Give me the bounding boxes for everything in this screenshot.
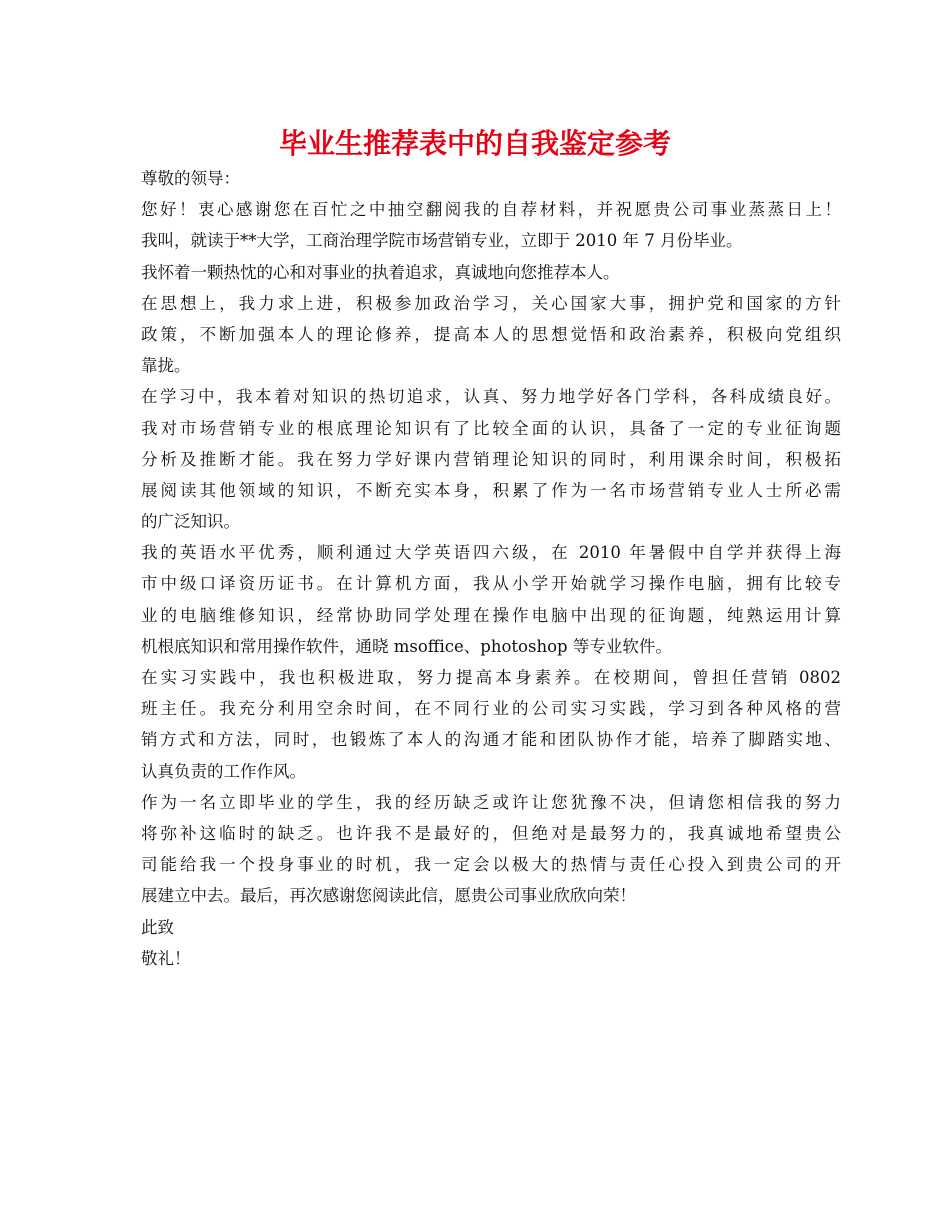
letter-line: 我的英语水平优秀，顺利通过大学英语四六级，在 2010 年暑假中自学并获得上海 — [141, 543, 841, 563]
letter-line: 政策，不断加强本人的理论修养，提高本人的思想觉悟和政治素养，积极向党组织 — [141, 324, 841, 344]
letter-line: 尊敬的领导： — [141, 169, 240, 188]
letter-line: 我怀着一颗热忱的心和对事业的执着追求，真诚地向您推荐本人。 — [141, 262, 620, 282]
letter-line: 此致 — [141, 917, 174, 937]
letter-line: 敬礼！ — [141, 948, 191, 968]
letter-line: 分析及推断才能。我在努力学好课内营销理论知识的同时，利用课余时间，积极拓 — [141, 449, 841, 469]
letter-line: 我叫，就读于**大学，工商治理学院市场营销专业，立即于 2010 年 7 月份毕业。 — [141, 231, 743, 251]
letter-line: 班主任。我充分利用空余时间，在不同行业的公司实习实践，学习到各种风格的营 — [141, 699, 841, 719]
document-title: 毕业生推荐表中的自我鉴定参考 — [278, 127, 671, 160]
letter-line: 在实习实践中，我也积极进取，努力提高本身素养。在校期间，曾担任营销 0802 — [141, 668, 841, 687]
letter-line: 业的电脑维修知识，经常协助同学处理在操作电脑中出现的征询题，纯熟运用计算 — [141, 605, 841, 625]
letter-line: 将弥补这临时的缺乏。也许我不是最好的，但绝对是最努力的，我真诚地希望贵公 — [141, 823, 841, 843]
letter-line: 作为一名立即毕业的学生，我的经历缺乏或许让您犹豫不决，但请您相信我的努力 — [141, 792, 841, 812]
letter-line: 您好！衷心感谢您在百忙之中抽空翻阅我的自荐材料，并祝愿贵公司事业蒸蒸日上！ — [141, 200, 841, 220]
letter-line: 司能给我一个投身事业的时机，我一定会以极大的热情与责任心投入到贵公司的开 — [141, 855, 841, 875]
letter-line: 展建立中去。最后，再次感谢您阅读此信，愿贵公司事业欣欣向荣！ — [141, 886, 636, 906]
letter-line: 机根底知识和常用操作软件，通晓 msoffice、photoshop 等专业软件。 — [141, 636, 672, 656]
letter-line: 靠拢。 — [141, 356, 191, 376]
letter-line: 展阅读其他领域的知识，不断充实本身，积累了作为一名市场营销专业人士所必需 — [141, 480, 841, 500]
letter-line: 我对市场营销专业的根底理论知识有了比较全面的认识，具备了一定的专业征询题 — [141, 418, 841, 438]
letter-body — [141, 163, 841, 974]
letter-line: 销方式和方法，同时，也锻炼了本人的沟通才能和团队协作才能，培养了脚踏实地、 — [141, 730, 841, 750]
letter-line: 的广泛知识。 — [141, 512, 240, 532]
letter-line: 认真负责的工作作风。 — [141, 761, 306, 781]
letter-line: 在思想上，我力求上进，积极参加政治学习，关心国家大事，拥护党和国家的方针 — [141, 293, 841, 313]
letter-line: 市中级口译资历证书。在计算机方面，我从小学开始就学习操作电脑，拥有比较专 — [141, 574, 841, 594]
letter-line: 在学习中，我本着对知识的热切追求，认真、努力地学好各门学科，各科成绩良好。 — [141, 387, 841, 407]
